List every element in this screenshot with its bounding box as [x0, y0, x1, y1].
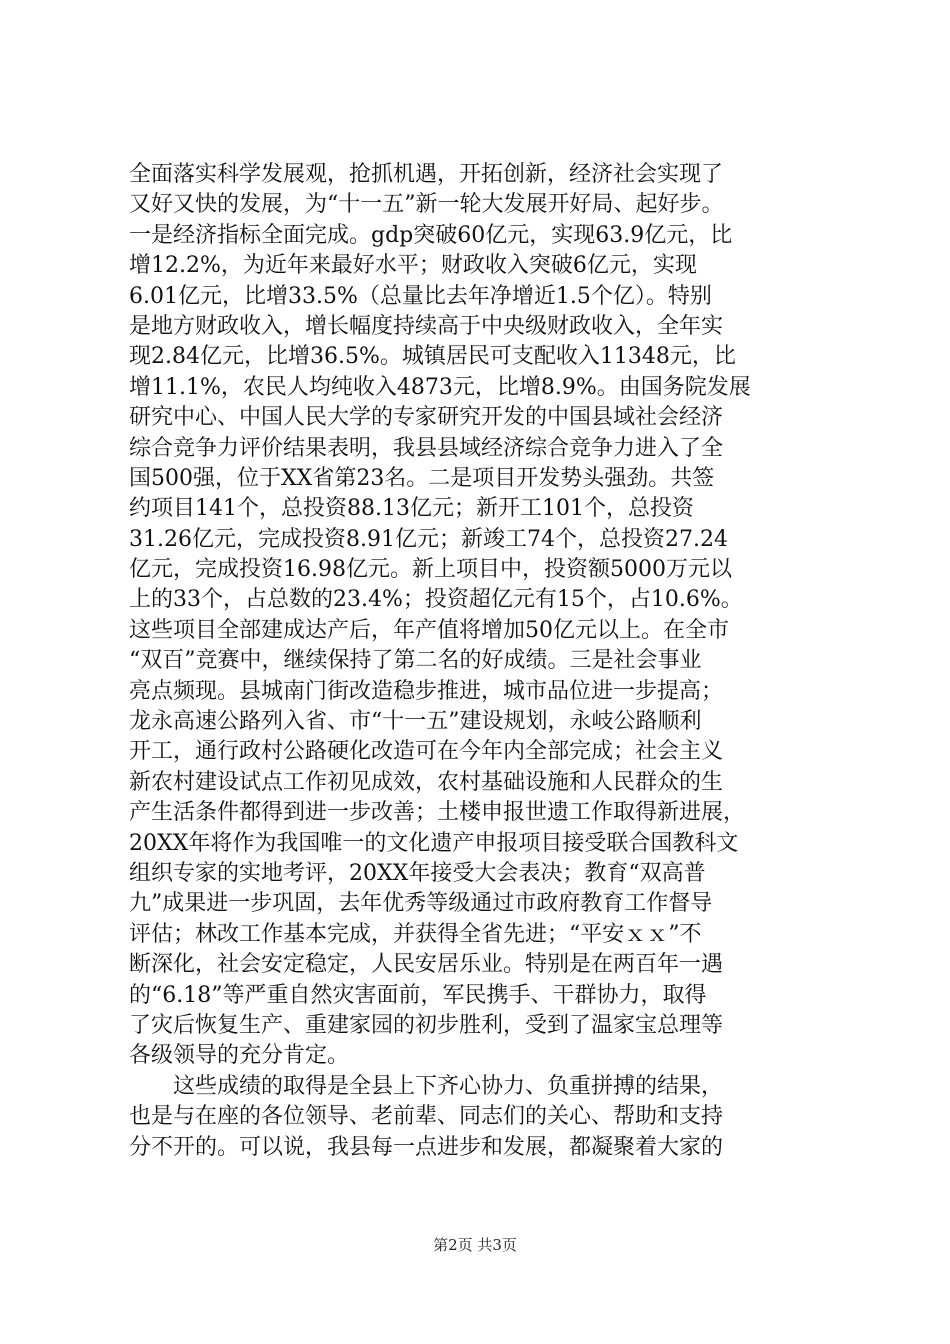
text-line: 各级领导的充分肯定。 [129, 1043, 350, 1069]
text-line: 现2.84亿元，比增36.5%。城镇居民可支配收入11348元，比 [129, 344, 736, 370]
text-line: 九”成果进一步巩固，去年优秀等级通过市政府教育工作督导 [129, 891, 713, 917]
text-line: 综合竞争力评价结果表明，我县县域经济综合竞争力进入了全 [129, 435, 724, 461]
text-line: 的“6.18”等严重自然灾害面前，军民携手、干群协力，取得 [129, 982, 707, 1008]
text-line: 开工，通行政村公路硬化改造可在今年内全部完成；社会主义 [129, 739, 724, 765]
text-line: 新农村建设试点工作初见成效，农村基础设施和人民群众的生 [129, 769, 724, 795]
text-line: 产生活条件都得到进一步改善；土楼申报世遗工作取得新进展， [129, 800, 746, 826]
text-line: 这些项目全部建成达产后，年产值将增加50亿元以上。在全市 [129, 617, 729, 643]
text-line: 又好又快的发展，为“十一五”新一轮大发展开好局、起好步。 [129, 192, 724, 218]
text-line: 亿元，完成投资16.98亿元。新上项目中，投资额5000万元以 [129, 557, 732, 583]
text-line: 评估；林改工作基本完成，并获得全省先进；“平安ｘｘ”不 [129, 921, 702, 947]
text-line: 组织专家的实地考评，20XX年接受大会表决；教育“双高普 [129, 860, 706, 886]
text-line: 31.26亿元，完成投资8.91亿元；新竣工74个，总投资27.24 [129, 526, 728, 552]
text-line: 亮点频现。县城南门街改造稳步推进，城市品位进一步提高； [129, 678, 724, 704]
text-line: “双百”竞赛中，继续保持了第二名的好成绩。三是社会事业 [129, 648, 702, 674]
text-line: 增11.1%，农民人均纯收入4873元，比增8.9%。由国务院发展 [129, 374, 751, 400]
document-body [129, 160, 829, 1163]
text-line: 龙永高速公路列入省、市“十一五”建设规划，永岐公路顺利 [129, 709, 702, 735]
text-line: 上的33个，占总数的23.4%；投资超亿元有15个，占10.6%。 [129, 587, 743, 613]
text-line: 20XX年将作为我国唯一的文化遗产申报项目接受联合国教科文 [129, 830, 739, 856]
text-line: 增12.2%，为近年来最好水平；财政收入突破6亿元，实现 [129, 253, 697, 279]
text-line: 一是经济指标全面完成。gdp突破60亿元，实现63.9亿元，比 [129, 222, 733, 248]
text-line: 也是与在座的各位领导、老前辈、同志们的关心、帮助和支持 [129, 1104, 724, 1130]
text-line: 国500强，位于XX省第23名。二是项目开发势头强劲。共签 [129, 465, 715, 491]
text-line: 6.01亿元，比增33.5%（总量比去年净增近1.5个亿）。特别 [129, 283, 712, 309]
text-line: 是地方财政收入，增长幅度持续高于中央级财政收入，全年实 [129, 313, 724, 339]
text-line: 全面落实科学发展观，抢抓机遇，开拓创新，经济社会实现了 [129, 162, 724, 187]
text-line: 分不开的。可以说，我县每一点进步和发展，都凝聚着大家的 [129, 1134, 724, 1160]
page-footer: 第2页 共3页 [433, 1236, 517, 1254]
text-line: 研究中心、中国人民大学的专家研究开发的中国县域社会经济 [129, 405, 724, 431]
text-line-paragraph-start: 这些成绩的取得是全县上下齐心协力、负重拼搏的结果， [173, 1073, 724, 1099]
text-line: 了灾后恢复生产、重建家园的初步胜利，受到了温家宝总理等 [129, 1012, 724, 1038]
text-line: 断深化，社会安定稳定，人民安居乐业。特别是在两百年一遇 [129, 952, 724, 978]
text-line: 约项目141个，总投资88.13亿元；新开工101个，总投资 [129, 496, 694, 522]
